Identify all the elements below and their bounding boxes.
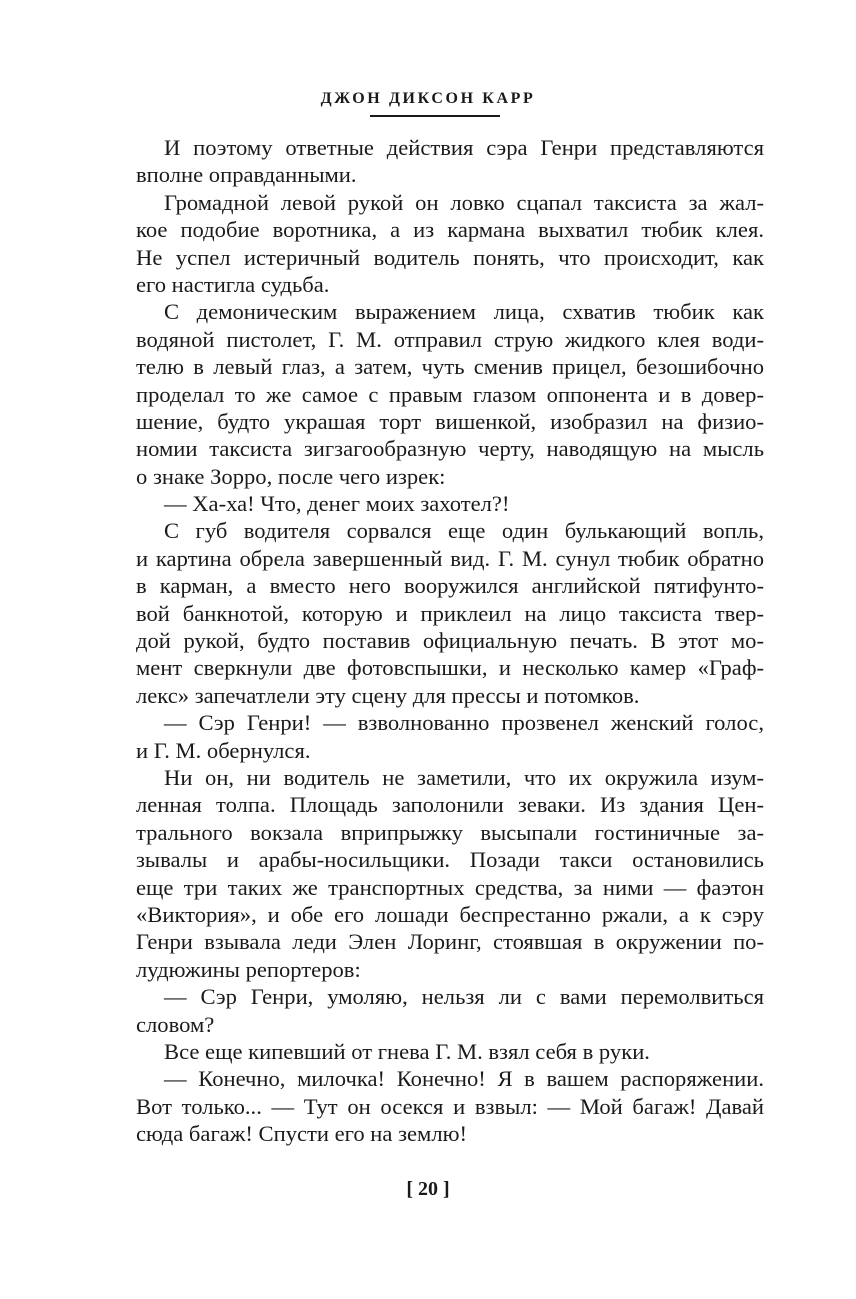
text-line: шение, будто украшая торт вишенкой, изобразил на физио- xyxy=(136,408,764,434)
text-line: и Г. М. обернулся. xyxy=(136,737,311,763)
text-line: лудюжины репортеров: xyxy=(136,956,361,982)
text-line: мент сверкнули две фотовспышки, и несколько камер «Граф- xyxy=(136,655,764,681)
text-line: о знаке Зорро, после чего изрек: xyxy=(136,463,446,489)
text-line: — Ха-ха! Что, денег моих захотел?! xyxy=(164,491,510,517)
text-line: телю в левый глаз, а затем, чуть сменив прицел, безошибочно xyxy=(136,354,764,380)
text-line: проделал то же самое с правым глазом оппонента и в довер- xyxy=(136,381,764,407)
text-line: номии таксиста зигзагообразную черту, наводящую на мысль xyxy=(136,436,764,462)
text-line: в карман, а вместо него вооружился английской пятифунто- xyxy=(136,573,764,599)
text-line: вой банкнотой, которую и приклеил на лицо таксиста твер- xyxy=(136,600,764,626)
text-line: кое подобие воротника, а из кармана выхватил тюбик клея. xyxy=(136,217,764,243)
page-number: [ 20 ] xyxy=(406,1178,450,1200)
text-line: С губ водителя сорвался еще один булькающий вопль, xyxy=(164,518,764,544)
text-line: лекс» запечатлели эту сцену для прессы и потомков. xyxy=(136,682,640,708)
page-header xyxy=(0,88,856,108)
text-line: водяной пистолет, Г. М. отправил струю жидкого клея води- xyxy=(136,326,764,352)
text-line: — Сэр Генри, умоляю, нельзя ли с вами перемолвиться xyxy=(164,984,764,1010)
text-line: дой рукой, будто поставив официальную печать. В этот мо- xyxy=(136,628,764,654)
header-rule xyxy=(370,115,500,117)
text-line: Не успел истеричный водитель понять, что происходит, как xyxy=(136,244,764,270)
text-line: вполне оправданными. xyxy=(136,162,357,188)
body-text xyxy=(136,134,764,1147)
text-line: Громадной левой рукой он ловко сцапал таксиста за жал- xyxy=(164,189,764,215)
text-line: ленная толпа. Площадь заполонили зеваки. Из здания Цен- xyxy=(136,792,764,818)
text-line: И поэтому ответные действия сэра Генри представляются xyxy=(164,135,764,160)
text-line: С демоническим выражением лица, схватив тюбик как xyxy=(164,299,764,325)
text-line: трального вокзала вприпрыжку высыпали гостиничные за- xyxy=(136,819,764,845)
text-line: зывалы и арабы-носильщики. Позади такси остановились xyxy=(136,847,764,873)
text-line: — Сэр Генри! — взволнованно прозвенел женский голос, xyxy=(164,710,764,736)
text-line: словом? xyxy=(136,1011,215,1037)
text-line: его настигла судьба. xyxy=(136,271,330,297)
text-line: еще три таких же транспортных средства, за ними — фаэтон xyxy=(136,874,764,900)
text-line: Генри взывала леди Элен Лоринг, стоявшая в окружении по- xyxy=(136,929,764,955)
text-line: сюда багаж! Спусти его на землю! xyxy=(136,1121,468,1147)
text-line: «Виктория», и обе его лошади беспрестанно ржали, а к сэру xyxy=(136,901,764,927)
text-line: Ни он, ни водитель не заметили, что их окружила изум- xyxy=(164,764,764,790)
text-line: — Конечно, милочка! Конечно! Я в вашем распоряжении. xyxy=(164,1066,764,1092)
text-line: и картина обрела завершенный вид. Г. М. сунул тюбик обратно xyxy=(136,545,764,571)
running-head: ДЖОН ДИКСОН КАРР xyxy=(320,90,536,107)
text-line: Все еще кипевший от гнева Г. М. взял себя в руки. xyxy=(164,1038,650,1064)
text-line: Вот только... — Тут он осекся и взвыл: — Мой багаж! Давай xyxy=(136,1093,764,1119)
